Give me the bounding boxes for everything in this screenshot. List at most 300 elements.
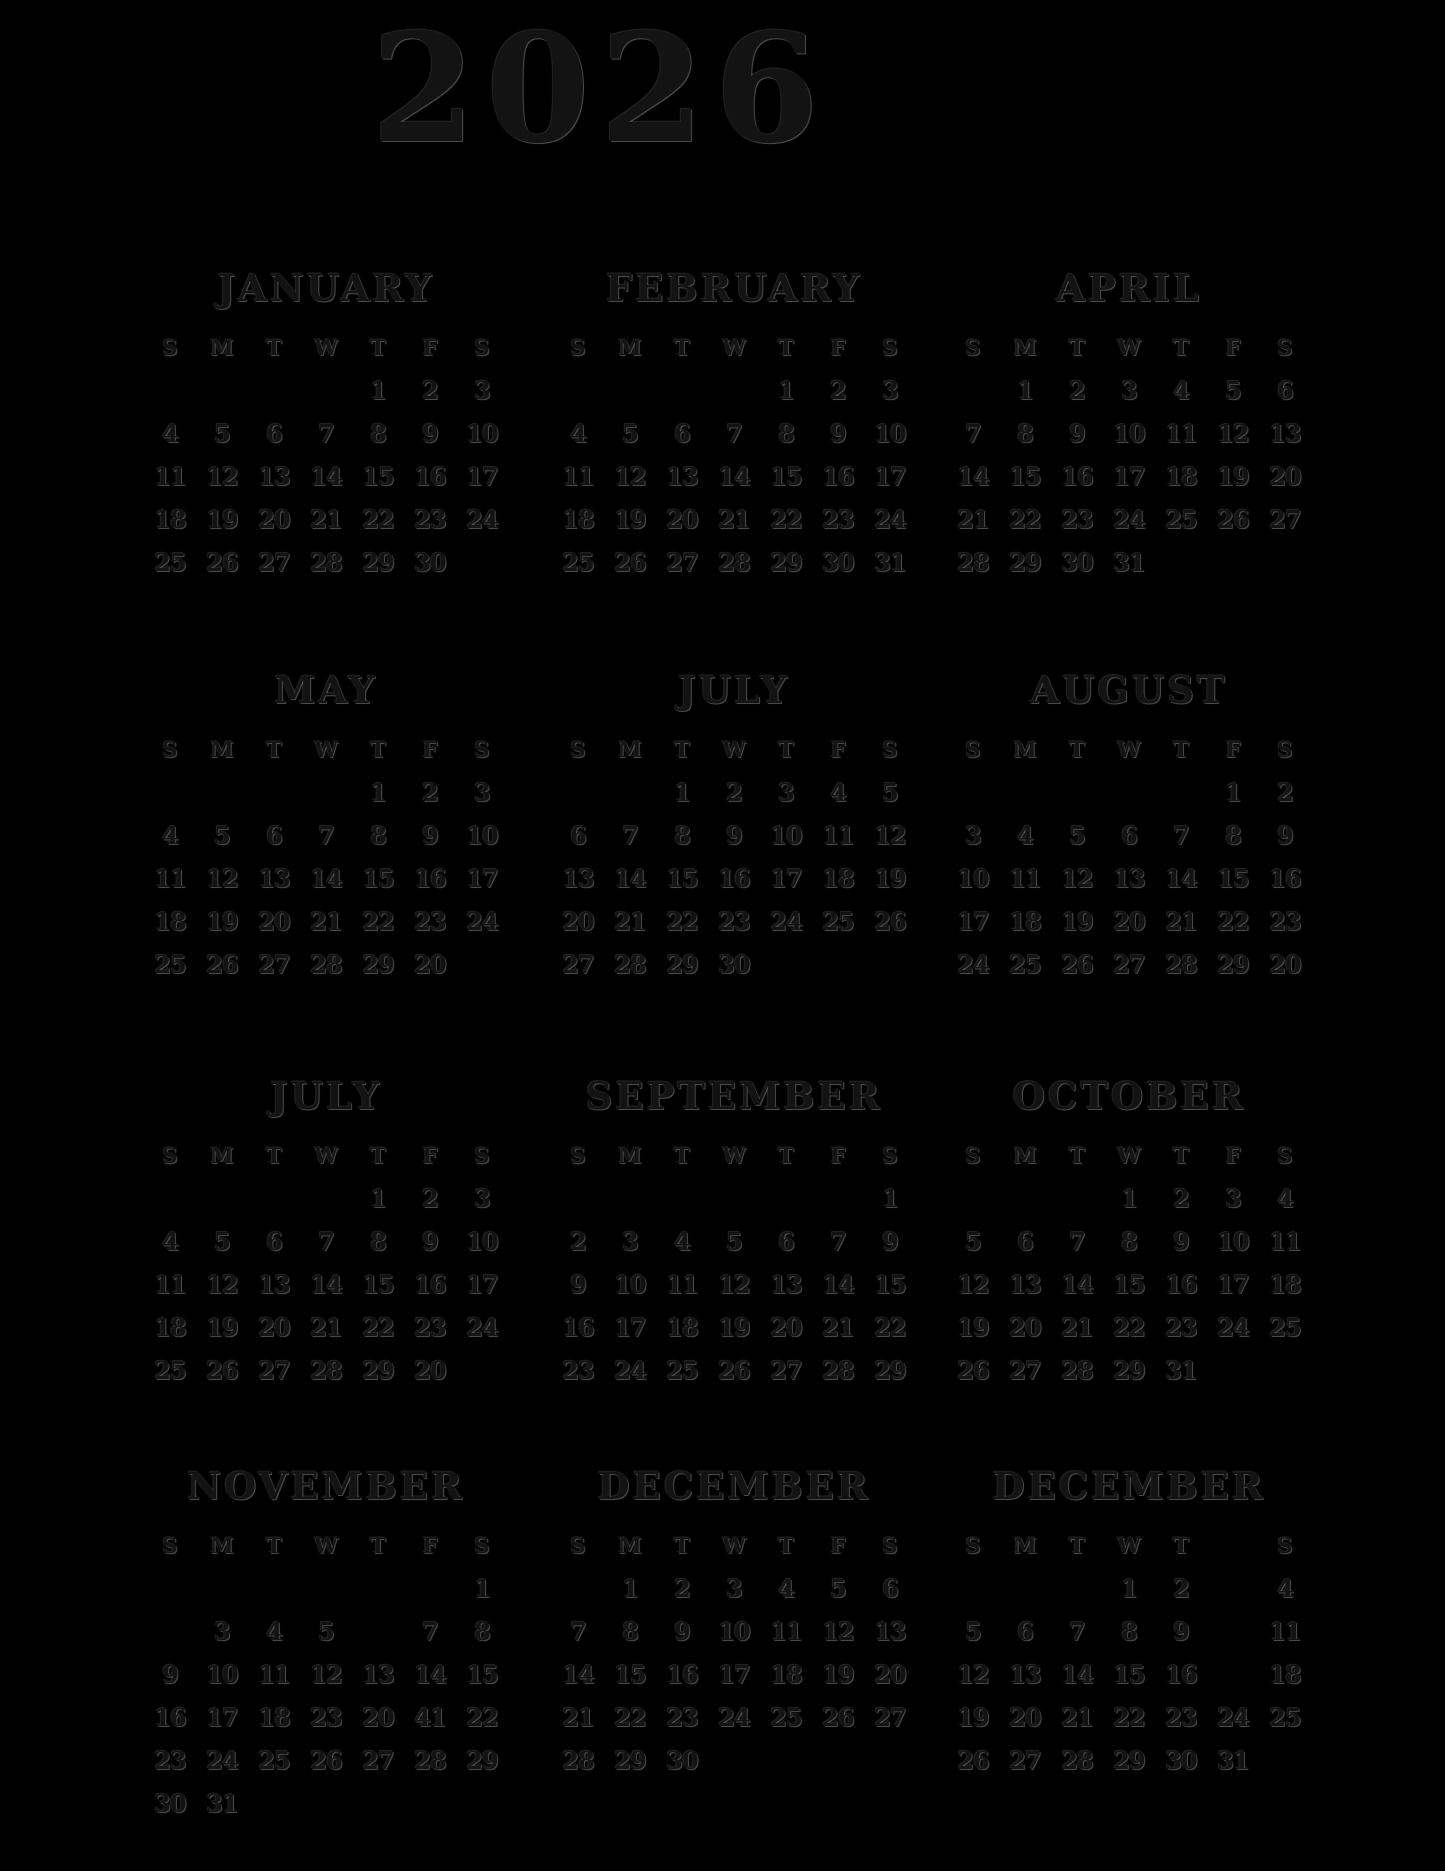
date-cell: 5 — [214, 820, 230, 850]
date-cell: 13 — [258, 461, 290, 491]
date-cell: 1 — [474, 1573, 490, 1603]
date-cell: 27 — [874, 1702, 906, 1732]
date-cell: 8 — [474, 1616, 490, 1646]
date-cell: 23 — [414, 1312, 446, 1342]
date-cell: 14 — [1061, 1659, 1093, 1689]
date-cell — [1259, 1355, 1311, 1386]
date-cell: 28 — [718, 547, 750, 577]
date-cell: 3 — [1225, 1183, 1241, 1213]
date-cell: 21 — [310, 1312, 342, 1342]
weekday-cell: S — [570, 1143, 586, 1169]
date-cell: 6 — [882, 1573, 898, 1603]
date-cell: 20 — [770, 1312, 802, 1342]
date-cell: 18 — [822, 863, 854, 893]
date-cell: 8 — [370, 820, 386, 850]
date-cell: 20 — [1269, 461, 1301, 491]
date-cell: 21 — [1061, 1312, 1093, 1342]
date-cell: 8 — [1225, 820, 1241, 850]
weekday-cell: S — [965, 1143, 981, 1169]
weekday-cell: W — [314, 1143, 338, 1169]
date-cell: 16 — [666, 1659, 698, 1689]
date-cell: 4 — [1173, 375, 1189, 405]
date-cell — [248, 1183, 300, 1214]
date-cell: 23 — [1165, 1312, 1197, 1342]
date-cell: 4 — [1277, 1183, 1293, 1213]
date-cell: 22 — [362, 906, 394, 936]
date-cell: 7 — [726, 418, 742, 448]
date-cell — [1207, 547, 1259, 578]
date-cell: 4 — [162, 1226, 178, 1256]
date-cell — [947, 1573, 999, 1604]
month-grid — [552, 1141, 916, 1386]
date-cell: 23 — [666, 1702, 698, 1732]
date-cell — [656, 1183, 708, 1214]
weekday-cell: W — [722, 1533, 746, 1559]
date-cell: 6 — [266, 418, 282, 448]
date-cell: 14 — [718, 461, 750, 491]
date-cell: 16 — [718, 863, 750, 893]
weekday-cell: T — [370, 1143, 386, 1169]
month-title: NOVEMBER — [187, 1464, 465, 1508]
date-cell: 13 — [666, 461, 698, 491]
date-cell: 14 — [310, 461, 342, 491]
weekday-cell: T — [1173, 1533, 1189, 1559]
date-cell: 5 — [726, 1226, 742, 1256]
date-cell: 11 — [1165, 418, 1197, 448]
date-cell: 23 — [1269, 906, 1301, 936]
date-cell: 6 — [778, 1226, 794, 1256]
month-september-8 — [552, 1076, 916, 1386]
date-cell: 15 — [770, 461, 802, 491]
weekday-cell: M — [1013, 737, 1037, 763]
date-cell: 25 — [1009, 949, 1041, 979]
weekday-cell: M — [1013, 1533, 1037, 1559]
date-cell — [999, 1183, 1051, 1214]
date-cell: 1 — [882, 1183, 898, 1213]
month-grid — [144, 1531, 508, 1819]
date-cell: 5 — [882, 777, 898, 807]
date-cell: 18 — [154, 1312, 186, 1342]
date-cell: 12 — [957, 1269, 989, 1299]
date-cell — [1207, 1573, 1259, 1604]
date-cell — [604, 777, 656, 808]
weekday-cell: T — [778, 737, 794, 763]
date-cell: 22 — [770, 504, 802, 534]
date-cell — [760, 949, 812, 980]
date-cell: 25 — [562, 547, 594, 577]
date-cell — [300, 1573, 352, 1604]
date-cell — [1259, 1745, 1311, 1776]
date-cell — [300, 777, 352, 808]
month-grid — [552, 735, 916, 980]
date-cell: 22 — [1113, 1312, 1145, 1342]
date-cell: 3 — [965, 820, 981, 850]
weekday-cell: S — [474, 1533, 490, 1559]
weekday-cell: S — [570, 335, 586, 361]
date-cell: 12 — [310, 1659, 342, 1689]
date-cell: 21 — [310, 906, 342, 936]
date-cell: 21 — [1061, 1702, 1093, 1732]
date-cell: 18 — [770, 1659, 802, 1689]
date-cell: 8 — [1121, 1616, 1137, 1646]
date-cell: 7 — [570, 1616, 586, 1646]
date-cell: 19 — [1061, 906, 1093, 936]
date-cell: 10 — [957, 863, 989, 893]
date-cell — [708, 1745, 760, 1776]
date-cell: 15 — [1217, 863, 1249, 893]
date-cell — [812, 1745, 864, 1776]
date-cell: 26 — [957, 1355, 989, 1385]
date-cell: 29 — [614, 1745, 646, 1775]
date-cell: 26 — [206, 547, 238, 577]
date-cell: 24 — [718, 1702, 750, 1732]
date-cell: 13 — [1009, 1659, 1041, 1689]
weekday-cell: M — [1013, 335, 1037, 361]
month-grid — [144, 735, 508, 980]
date-cell: 17 — [466, 863, 498, 893]
weekday-cell: T — [778, 1533, 794, 1559]
month-title: JULY — [270, 1074, 382, 1118]
month-february-2 — [552, 268, 916, 578]
weekday-cell: S — [882, 335, 898, 361]
date-cell: 22 — [362, 1312, 394, 1342]
date-cell: 25 — [822, 906, 854, 936]
date-cell — [552, 1573, 604, 1604]
date-cell: 26 — [614, 547, 646, 577]
weekday-cell: S — [965, 335, 981, 361]
date-cell: 27 — [1113, 949, 1145, 979]
date-cell: 16 — [154, 1702, 186, 1732]
date-cell: 10 — [466, 1226, 498, 1256]
date-cell: 23 — [562, 1355, 594, 1385]
month-grid — [144, 1141, 508, 1386]
weekday-cell: S — [162, 1533, 178, 1559]
date-cell: 30 — [1061, 547, 1093, 577]
month-title: APRIL — [1056, 266, 1202, 310]
date-cell: 20 — [414, 1355, 446, 1385]
date-cell: 25 — [154, 547, 186, 577]
date-cell: 12 — [957, 1659, 989, 1689]
weekday-cell: T — [1069, 1533, 1085, 1559]
date-cell: 13 — [874, 1616, 906, 1646]
date-cell: 27 — [770, 1355, 802, 1385]
date-cell: 29 — [1113, 1355, 1145, 1385]
date-cell: 9 — [1069, 418, 1085, 448]
weekday-cell: S — [162, 737, 178, 763]
weekday-cell: M — [210, 737, 234, 763]
date-cell: 22 — [362, 504, 394, 534]
weekday-cell: T — [370, 1533, 386, 1559]
date-cell: 16 — [414, 461, 446, 491]
date-cell: 22 — [1217, 906, 1249, 936]
date-cell: 23 — [310, 1702, 342, 1732]
date-cell: 14 — [562, 1659, 594, 1689]
date-cell: 25 — [154, 949, 186, 979]
date-cell — [1051, 777, 1103, 808]
date-cell: 21 — [1165, 906, 1197, 936]
date-cell: 30 — [822, 547, 854, 577]
date-cell: 9 — [1173, 1616, 1189, 1646]
date-cell — [248, 375, 300, 406]
date-cell: 26 — [206, 949, 238, 979]
date-cell: 5 — [965, 1616, 981, 1646]
date-cell: 26 — [1217, 504, 1249, 534]
date-cell: 18 — [1269, 1269, 1301, 1299]
date-cell: 4 — [266, 1616, 282, 1646]
date-cell: 2 — [726, 777, 742, 807]
date-cell: 17 — [874, 461, 906, 491]
date-cell: 22 — [1009, 504, 1041, 534]
weekday-cell: S — [882, 737, 898, 763]
date-cell: 6 — [266, 1226, 282, 1256]
month-may-4 — [144, 670, 508, 980]
date-cell: 30 — [154, 1788, 186, 1818]
date-cell: 17 — [1113, 461, 1145, 491]
month-january-1 — [144, 268, 508, 578]
date-cell: 12 — [206, 1269, 238, 1299]
date-cell: 15 — [874, 1269, 906, 1299]
date-cell: 17 — [1217, 1269, 1249, 1299]
weekday-cell: W — [722, 335, 746, 361]
weekday-cell: T — [266, 1533, 282, 1559]
date-cell: 10 — [206, 1659, 238, 1689]
date-cell — [760, 1745, 812, 1776]
date-cell: 16 — [414, 1269, 446, 1299]
date-cell: 23 — [1165, 1702, 1197, 1732]
date-cell: 7 — [318, 418, 334, 448]
date-cell: 17 — [770, 863, 802, 893]
weekday-cell: W — [1117, 335, 1141, 361]
date-cell: 14 — [1165, 863, 1197, 893]
date-cell: 12 — [206, 863, 238, 893]
date-cell — [1207, 1355, 1259, 1386]
date-cell: 18 — [666, 1312, 698, 1342]
date-cell: 3 — [474, 1183, 490, 1213]
month-grid — [947, 1141, 1311, 1386]
date-cell: 23 — [822, 504, 854, 534]
date-cell — [352, 1573, 404, 1604]
month-grid — [947, 333, 1311, 578]
weekday-cell: S — [1277, 335, 1293, 361]
date-cell: 13 — [1009, 1269, 1041, 1299]
date-cell: 5 — [214, 1226, 230, 1256]
date-cell: 4 — [1277, 1573, 1293, 1603]
date-cell — [760, 1183, 812, 1214]
date-cell: 22 — [614, 1702, 646, 1732]
date-cell — [864, 1745, 916, 1776]
date-cell: 20 — [1269, 949, 1301, 979]
date-cell: 22 — [1113, 1702, 1145, 1732]
weekday-cell: T — [778, 1143, 794, 1169]
weekday-cell: F — [830, 1533, 846, 1559]
date-cell: 27 — [1269, 504, 1301, 534]
date-cell: 1 — [1225, 777, 1241, 807]
date-cell: 21 — [718, 504, 750, 534]
date-cell: 22 — [874, 1312, 906, 1342]
weekday-cell: S — [1277, 1143, 1293, 1169]
date-cell: 11 — [154, 461, 186, 491]
month-title: JANUARY — [217, 266, 435, 310]
date-cell: 3 — [726, 1573, 742, 1603]
date-cell — [552, 1183, 604, 1214]
date-cell: 31 — [206, 1788, 238, 1818]
date-cell: 16 — [562, 1312, 594, 1342]
date-cell: 20 — [362, 1702, 394, 1732]
date-cell: 29 — [1217, 949, 1249, 979]
date-cell: 7 — [318, 1226, 334, 1256]
date-cell: 1 — [370, 1183, 386, 1213]
date-cell: 20 — [258, 906, 290, 936]
date-cell: 28 — [310, 547, 342, 577]
date-cell: 16 — [414, 863, 446, 893]
weekday-cell — [1207, 1531, 1259, 1561]
weekday-cell: S — [1277, 1533, 1293, 1559]
date-cell: 7 — [1069, 1616, 1085, 1646]
date-cell — [1259, 547, 1311, 578]
date-cell: 31 — [1113, 547, 1145, 577]
date-cell — [144, 1183, 196, 1214]
weekday-cell: M — [210, 1143, 234, 1169]
date-cell: 1 — [778, 375, 794, 405]
date-cell: 19 — [957, 1702, 989, 1732]
date-cell: 14 — [414, 1659, 446, 1689]
date-cell: 30 — [666, 1745, 698, 1775]
date-cell: 8 — [622, 1616, 638, 1646]
date-cell: 29 — [1009, 547, 1041, 577]
date-cell: 13 — [1113, 863, 1145, 893]
date-cell: 17 — [614, 1312, 646, 1342]
date-cell: 10 — [874, 418, 906, 448]
weekday-cell: S — [474, 335, 490, 361]
date-cell: 18 — [1269, 1659, 1301, 1689]
date-cell — [456, 1355, 508, 1386]
date-cell: 1 — [1121, 1183, 1137, 1213]
date-cell: 10 — [770, 820, 802, 850]
date-cell: 6 — [266, 820, 282, 850]
date-cell: 16 — [1165, 1269, 1197, 1299]
date-cell: 27 — [362, 1745, 394, 1775]
date-cell: 9 — [674, 1616, 690, 1646]
date-cell — [1207, 1659, 1259, 1690]
date-cell — [1207, 1616, 1259, 1647]
date-cell: 22 — [466, 1702, 498, 1732]
weekday-cell: S — [474, 737, 490, 763]
date-cell — [144, 375, 196, 406]
date-cell: 25 — [770, 1702, 802, 1732]
date-cell: 28 — [562, 1745, 594, 1775]
month-grid — [552, 1531, 916, 1776]
date-cell — [144, 1616, 196, 1647]
weekday-cell: W — [314, 335, 338, 361]
date-cell — [456, 949, 508, 980]
date-cell: 3 — [778, 777, 794, 807]
date-cell: 2 — [422, 1183, 438, 1213]
date-cell: 5 — [830, 1573, 846, 1603]
date-cell: 28 — [957, 547, 989, 577]
date-cell: 15 — [362, 863, 394, 893]
date-cell — [300, 375, 352, 406]
date-cell: 27 — [258, 547, 290, 577]
date-cell — [1051, 1183, 1103, 1214]
date-cell: 24 — [466, 906, 498, 936]
date-cell — [708, 1183, 760, 1214]
weekday-cell: S — [882, 1143, 898, 1169]
date-cell: 10 — [466, 418, 498, 448]
weekday-cell: T — [1069, 335, 1085, 361]
date-cell: 19 — [957, 1312, 989, 1342]
weekday-cell: S — [882, 1533, 898, 1559]
date-cell: 18 — [258, 1702, 290, 1732]
date-cell: 24 — [466, 504, 498, 534]
date-cell: 14 — [1061, 1269, 1093, 1299]
date-cell: 20 — [1009, 1312, 1041, 1342]
date-cell: 2 — [1069, 375, 1085, 405]
date-cell: 12 — [718, 1269, 750, 1299]
month-grid — [552, 333, 916, 578]
date-cell — [812, 949, 864, 980]
month-title: AUGUST — [1030, 668, 1228, 712]
date-cell: 3 — [474, 375, 490, 405]
date-cell: 26 — [957, 1745, 989, 1775]
date-cell: 5 — [214, 418, 230, 448]
weekday-cell: T — [674, 335, 690, 361]
date-cell: 18 — [1009, 906, 1041, 936]
date-cell: 10 — [614, 1269, 646, 1299]
month-title: JULY — [678, 668, 790, 712]
date-cell: 11 — [666, 1269, 698, 1299]
date-cell — [812, 1183, 864, 1214]
weekday-cell: S — [162, 335, 178, 361]
weekday-cell: M — [618, 1533, 642, 1559]
date-cell: 9 — [162, 1659, 178, 1689]
date-cell — [604, 375, 656, 406]
weekday-cell: S — [570, 1533, 586, 1559]
date-cell: 17 — [466, 461, 498, 491]
date-cell: 21 — [957, 504, 989, 534]
month-december-11 — [552, 1466, 916, 1776]
weekday-cell: T — [1069, 1143, 1085, 1169]
weekday-cell: T — [674, 1533, 690, 1559]
date-cell: 28 — [822, 1355, 854, 1385]
date-cell: 25 — [1269, 1702, 1301, 1732]
date-cell: 11 — [562, 461, 594, 491]
date-cell: 13 — [770, 1269, 802, 1299]
weekday-cell: T — [674, 1143, 690, 1169]
date-cell: 12 — [1217, 418, 1249, 448]
weekday-cell: W — [1117, 1533, 1141, 1559]
date-cell: 4 — [674, 1226, 690, 1256]
date-cell: 7 — [318, 820, 334, 850]
date-cell: 8 — [1017, 418, 1033, 448]
date-cell: 2 — [1173, 1183, 1189, 1213]
date-cell: 2 — [1173, 1573, 1189, 1603]
date-cell: 6 — [1121, 820, 1137, 850]
date-cell: 9 — [830, 418, 846, 448]
date-cell: 19 — [206, 906, 238, 936]
date-cell: 11 — [822, 820, 854, 850]
weekday-cell: M — [1013, 1143, 1037, 1169]
date-cell — [248, 1573, 300, 1604]
date-cell: 17 — [957, 906, 989, 936]
date-cell: 3 — [474, 777, 490, 807]
date-cell: 11 — [154, 1269, 186, 1299]
date-cell — [196, 1183, 248, 1214]
date-cell: 28 — [310, 949, 342, 979]
date-cell: 28 — [310, 1355, 342, 1385]
weekday-cell: T — [1173, 1143, 1189, 1169]
date-cell — [300, 1788, 352, 1819]
date-cell: 6 — [1017, 1616, 1033, 1646]
